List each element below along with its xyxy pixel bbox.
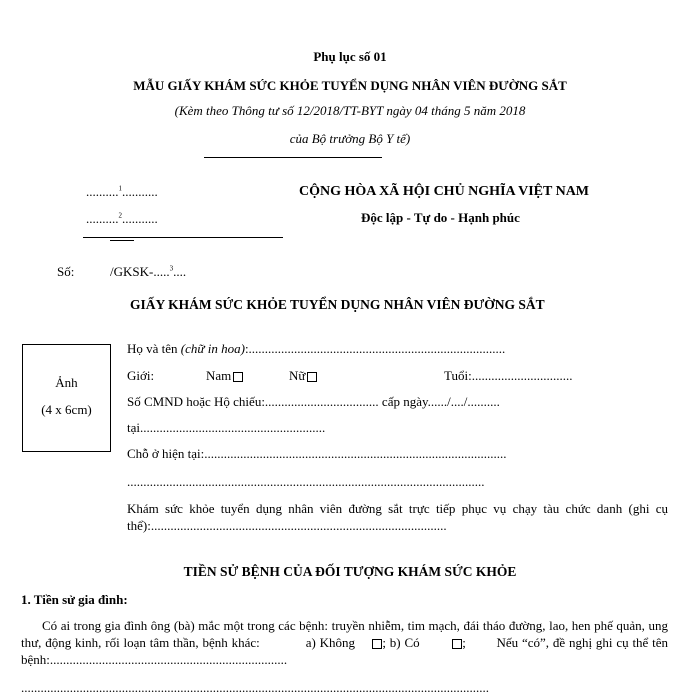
number-label: Số: (57, 264, 75, 279)
photo-box (22, 344, 111, 452)
photo-size: (4 x 6cm) (41, 402, 92, 417)
address-field[interactable]: Chỗ ở hiện tại:............................................................................................. (127, 446, 507, 461)
org-line-1: ..........$^1$........... (86, 184, 158, 199)
male-checkbox[interactable] (233, 372, 243, 382)
female-option[interactable]: Nữ (289, 368, 317, 384)
history-title: TIỀN SỬ BỆNH CỦA ĐỐI TƯỢNG KHÁM SỨC KHỎE (183, 564, 517, 579)
id-field[interactable]: Số CMND hoặc Hộ chiếu:................................... cấp ngày....../..../.......... (127, 394, 500, 409)
photo-label: Ảnh (55, 375, 78, 390)
gender-label: Giới: (127, 368, 155, 383)
disease-detail-line[interactable]: ................................................................................................................................................ (21, 680, 489, 695)
national-motto: Độc lập - Tự do - Hạnh phúc (361, 210, 520, 225)
issued-at-field[interactable]: tại......................................................... (127, 420, 326, 435)
age-field[interactable]: Tuổi:............................... (444, 368, 573, 383)
header-divider (204, 157, 382, 158)
reference-line-1: (Kèm theo Thông tư số 12/2018/TT-BYT ngày 04 tháng 5 năm 2018 (174, 103, 526, 118)
option-yes-checkbox[interactable] (452, 639, 462, 649)
number-value: /GKSK-.....$^3$.... (110, 264, 187, 279)
male-option[interactable]: Nam (206, 368, 243, 384)
country-name: CỘNG HÒA XÃ HỘI CHỦ NGHĨA VIỆT NAM (299, 184, 590, 199)
form-title: MẪU GIẤY KHÁM SỨC KHỎE TUYỂN DỤNG NHÂN VIÊN ĐƯỜNG SẮT (133, 78, 567, 93)
option-yes[interactable]: b) Có ; (389, 635, 466, 650)
option-no-checkbox[interactable] (372, 639, 382, 649)
option-no[interactable]: a) Không ; (305, 635, 386, 650)
female-checkbox[interactable] (307, 372, 317, 382)
job-position-field[interactable]: Khám sức khỏe tuyển dụng nhân viên đường sắt trực tiếp phục vụ chạy tàu chức danh (ghi cụ thể):........................................................................................... (127, 501, 668, 533)
address-continuation[interactable]: .............................................................................................................. (127, 474, 485, 489)
org-line-2: ..........$^2$........... (86, 211, 158, 226)
family-history-heading: 1. Tiền sử gia đình: (21, 592, 128, 607)
org-divider (83, 237, 283, 238)
document-title: GIẤY KHÁM SỨC KHỎE TUYỂN DỤNG NHÂN VIÊN ĐƯỜNG SẮT (130, 297, 545, 312)
appendix-label: Phụ lục số 01 (313, 49, 387, 64)
reference-line-2: của Bộ trưởng Bộ Y tế) (289, 131, 411, 146)
family-history-question: Có ai trong gia đình ông (bà) mắc một trong các bệnh: truyền nhiễm, tim mạch, đái tháo đường, lao, hen phế quản, ung thư, động kinh, rối loạn tâm thần, bệnh khác: a) Không ; b) Có ; Nếu “có”, đề nghị ghi cụ thể tên bệnh:......................................................................... (21, 618, 669, 667)
name-field[interactable]: Họ và tên (chữ in hoa):............................................................................... (127, 341, 506, 356)
org-divider-mark (110, 240, 134, 241)
